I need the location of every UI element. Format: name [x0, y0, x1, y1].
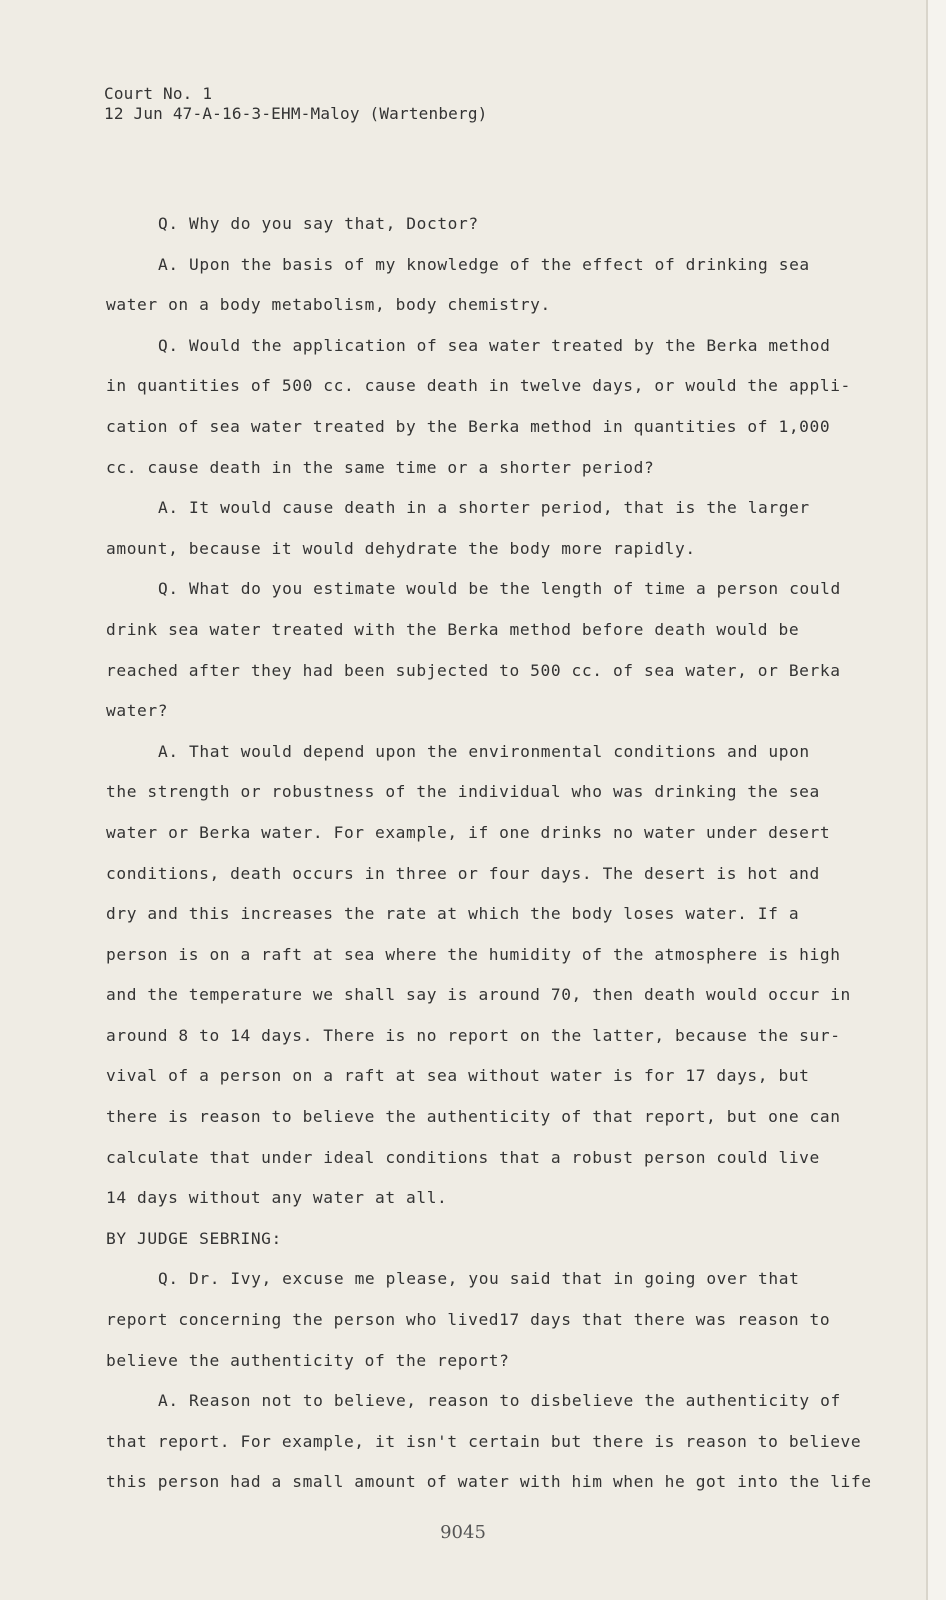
transcript-line: cation of sea water treated by the Berka method in quantities of 1,000	[106, 416, 831, 436]
transcript-line: this person had a small amount of water with him when he got into the life	[106, 1472, 872, 1492]
transcript-line: in quantities of 500 cc. cause death in twelve days, or would the appli-	[106, 376, 851, 396]
transcript-line: cc. cause death in the same time or a shorter period?	[106, 457, 655, 477]
transcript-line: water on a body metabolism, body chemistry.	[106, 295, 551, 315]
transcript-line: Q. Dr. Ivy, excuse me please, you said that in going over that	[158, 1269, 800, 1289]
transcript-line: amount, because it would dehydrate the body more rapidly.	[106, 538, 696, 558]
transcript-line: A. Reason not to believe, reason to disbelieve the authenticity of	[158, 1391, 841, 1411]
transcript-line: 14 days without any water at all.	[106, 1188, 448, 1208]
transcript-line: and the temperature we shall say is around 70, then death would occur in	[106, 985, 851, 1005]
transcript-line: A. It would cause death in a shorter period, that is the larger	[158, 498, 810, 518]
transcript-line: around 8 to 14 days. There is no report on the latter, because the sur-	[106, 1025, 841, 1045]
transcript-line: person is on a raft at sea where the humidity of the atmosphere is high	[106, 944, 841, 964]
transcript-line: reached after they had been subjected to 500 cc. of sea water, or Berka	[106, 660, 841, 680]
transcript-body	[106, 204, 872, 1503]
transcript-line: BY JUDGE SEBRING:	[106, 1228, 282, 1248]
court-number: Court No. 1	[104, 84, 213, 103]
transcript-line: Q. Why do you say that, Doctor?	[158, 214, 479, 233]
transcript-line: report concerning the person who lived17 days that there was reason to	[106, 1310, 831, 1330]
transcript-line: believe the authenticity of the report?	[106, 1350, 510, 1370]
transcript-line: dry and this increases the rate at which the body loses water. If a	[106, 904, 800, 924]
transcript-line: A. That would depend upon the environmental conditions and upon	[158, 741, 810, 761]
transcript-line: there is reason to believe the authenticity of that report, but one can	[106, 1107, 841, 1127]
transcript-line: drink sea water treated with the Berka method before death would be	[106, 619, 800, 639]
transcript-line: water or Berka water. For example, if one drinks no water under desert	[106, 822, 831, 842]
page-number: 9045	[440, 1522, 486, 1543]
transcript-line: calculate that under ideal conditions that a robust person could live	[106, 1147, 820, 1167]
transcript-line: water?	[106, 701, 169, 721]
document-header	[104, 84, 487, 124]
transcript-line: Q. What do you estimate would be the length of time a person could	[158, 579, 841, 599]
transcript-line: vival of a person on a raft at sea without water is for 17 days, but	[106, 1066, 810, 1086]
docket-line: 12 Jun 47-A-16-3-EHM-Maloy (Wartenberg)	[104, 104, 488, 123]
transcript-line: that report. For example, it isn't certain but there is reason to believe	[106, 1431, 862, 1451]
transcript-line: A. Upon the basis of my knowledge of the effect of drinking sea	[158, 254, 810, 274]
transcript-line: conditions, death occurs in three or four days. The desert is hot and	[106, 863, 820, 883]
transcript-line: Q. Would the application of sea water treated by the Berka method	[158, 335, 831, 355]
transcript-line: the strength or robustness of the individual who was drinking the sea	[106, 782, 820, 802]
